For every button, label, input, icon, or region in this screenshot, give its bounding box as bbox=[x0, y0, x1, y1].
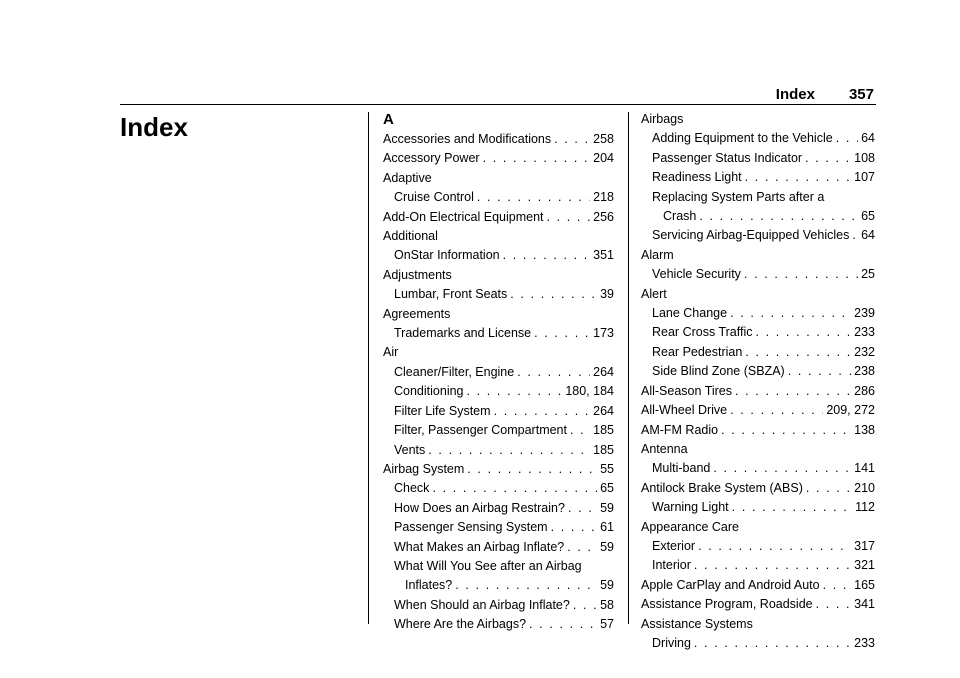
index-page-ref: 64 bbox=[861, 228, 875, 243]
index-subentry bbox=[383, 421, 614, 440]
running-header bbox=[776, 86, 874, 103]
index-entry-label: Vents bbox=[394, 442, 426, 457]
index-page-ref: 351 bbox=[593, 248, 614, 263]
index-page-ref: 239 bbox=[854, 306, 875, 321]
index-subentry bbox=[641, 343, 875, 362]
dot-leader bbox=[805, 149, 851, 168]
index-page-ref: 141 bbox=[854, 461, 875, 476]
index-entry-label: Rear Pedestrian bbox=[652, 344, 743, 359]
index-entry-label: Rear Cross Traffic bbox=[652, 325, 753, 340]
index-subentry bbox=[641, 188, 875, 207]
dot-leader bbox=[694, 556, 851, 575]
index-column-2 bbox=[641, 110, 875, 653]
index-page-ref: 232 bbox=[854, 344, 875, 359]
index-entry-label: Apple CarPlay and Android Auto bbox=[641, 577, 820, 592]
index-entry-label: Crash bbox=[663, 209, 697, 224]
index-subentry bbox=[641, 556, 875, 575]
index-page-ref: 58 bbox=[600, 597, 614, 612]
dot-leader bbox=[852, 226, 858, 245]
index-entry-label: Vehicle Security bbox=[652, 267, 741, 282]
dot-leader bbox=[547, 208, 591, 227]
index-page-ref: 55 bbox=[600, 461, 614, 476]
index-subentry bbox=[641, 634, 875, 653]
index-subentry bbox=[641, 149, 875, 168]
index-entry-label: Accessories and Modifications bbox=[383, 132, 552, 146]
index-entry-label: Inflates? bbox=[405, 578, 453, 593]
index-page-ref: 321 bbox=[854, 558, 875, 573]
index-subentry bbox=[641, 168, 875, 187]
index-entry-label: Passenger Status Indicator bbox=[652, 150, 803, 165]
index-page-ref: 238 bbox=[854, 364, 875, 379]
dot-leader bbox=[551, 518, 598, 537]
index-subentry bbox=[383, 441, 614, 460]
index-entry bbox=[383, 169, 614, 188]
index-entry-label: Airbag System bbox=[383, 461, 465, 476]
index-subentry bbox=[641, 323, 875, 342]
dot-leader bbox=[745, 168, 851, 187]
dot-leader bbox=[568, 499, 597, 518]
index-page-ref: 180, 184 bbox=[565, 384, 614, 399]
index-entry bbox=[383, 266, 614, 285]
index-subentry bbox=[641, 207, 875, 226]
dot-leader bbox=[699, 207, 858, 226]
index-entry bbox=[641, 440, 875, 459]
index-subentry bbox=[641, 498, 875, 517]
index-page-ref: 39 bbox=[600, 287, 614, 302]
index-entry bbox=[383, 208, 614, 227]
index-subentry bbox=[383, 285, 614, 304]
index-subentry bbox=[383, 596, 614, 615]
index-entry-label: Airbags bbox=[641, 112, 684, 126]
index-page-ref: 264 bbox=[593, 403, 614, 418]
index-page-ref: 64 bbox=[861, 131, 875, 146]
index-entry bbox=[383, 130, 614, 149]
index-entry bbox=[641, 401, 875, 420]
dot-leader bbox=[503, 246, 591, 265]
index-entry bbox=[641, 479, 875, 498]
dot-leader bbox=[823, 576, 852, 595]
index-page-ref: 59 bbox=[600, 578, 614, 593]
index-page-ref: 138 bbox=[854, 422, 875, 437]
dot-leader bbox=[467, 382, 563, 401]
dot-leader bbox=[428, 441, 590, 460]
index-entry-label: All-Wheel Drive bbox=[641, 403, 728, 418]
index-entry-label: Adding Equipment to the Vehicle bbox=[652, 131, 833, 146]
index-subentry bbox=[641, 304, 875, 323]
index-entry-label: Driving bbox=[652, 635, 691, 650]
index-page-ref: 65 bbox=[600, 481, 614, 496]
dot-leader bbox=[744, 265, 858, 284]
dot-leader bbox=[698, 537, 851, 556]
index-entry bbox=[641, 246, 875, 265]
index-entry-label: Antenna bbox=[641, 441, 688, 456]
index-entry bbox=[383, 227, 614, 246]
dot-leader bbox=[517, 363, 590, 382]
index-entry bbox=[641, 576, 875, 595]
dot-leader bbox=[483, 149, 591, 168]
index-entry-label: OnStar Information bbox=[394, 248, 500, 263]
index-page-ref: 341 bbox=[854, 597, 875, 612]
column-divider-1 bbox=[368, 112, 369, 624]
index-entry-label: Antilock Brake System (ABS) bbox=[641, 480, 803, 495]
index-entry bbox=[641, 595, 875, 614]
index-page-ref: 165 bbox=[854, 577, 875, 592]
dot-leader bbox=[570, 421, 590, 440]
index-subentry bbox=[383, 382, 614, 401]
index-page-ref: 173 bbox=[593, 326, 614, 341]
index-page-ref: 107 bbox=[854, 170, 875, 185]
dot-leader bbox=[836, 129, 858, 148]
index-entry bbox=[641, 615, 875, 634]
dot-leader bbox=[735, 382, 851, 401]
index-subentry bbox=[641, 226, 875, 245]
index-entry-label: Alert bbox=[641, 286, 667, 301]
dot-leader bbox=[694, 634, 851, 653]
index-entry bbox=[641, 382, 875, 401]
dot-leader bbox=[732, 498, 852, 517]
dot-leader bbox=[721, 421, 851, 440]
index-entry bbox=[383, 460, 614, 479]
index-page-ref: 317 bbox=[854, 538, 875, 553]
dot-leader bbox=[494, 402, 591, 421]
index-page-ref: 25 bbox=[861, 267, 875, 282]
dot-leader bbox=[477, 188, 590, 207]
index-entry-label: How Does an Airbag Restrain? bbox=[394, 500, 565, 515]
index-entry-label: Lumbar, Front Seats bbox=[394, 287, 508, 302]
index-subentry bbox=[383, 615, 614, 634]
index-entry-label: Servicing Airbag-Equipped Vehicles bbox=[652, 228, 850, 243]
index-entry-label: Readiness Light bbox=[652, 170, 742, 185]
dot-leader bbox=[554, 130, 590, 149]
header-section: Index bbox=[775, 86, 815, 103]
index-entry-label: Side Blind Zone (SBZA) bbox=[652, 364, 785, 379]
index-entry-label: Air bbox=[383, 345, 399, 360]
index-page-ref: 233 bbox=[854, 325, 875, 340]
index-page-ref: 59 bbox=[600, 539, 614, 554]
index-page-ref: 61 bbox=[600, 520, 614, 535]
index-entry-label: Adaptive bbox=[383, 170, 432, 185]
index-subentry bbox=[641, 537, 875, 556]
index-entry-label: What Will You See after an Airbag bbox=[394, 558, 582, 573]
dot-leader bbox=[788, 362, 851, 381]
index-entry-label: Alarm bbox=[641, 247, 674, 262]
index-column-1 bbox=[383, 110, 614, 635]
index-entry-label: Assistance Systems bbox=[641, 616, 753, 631]
index-page-ref: 256 bbox=[593, 209, 614, 224]
index-subentry bbox=[383, 402, 614, 421]
index-page-ref: 59 bbox=[600, 500, 614, 515]
dot-leader bbox=[573, 596, 597, 615]
dot-leader bbox=[745, 343, 851, 362]
index-subentry bbox=[383, 188, 614, 207]
index-entry-label: Conditioning bbox=[394, 384, 464, 399]
column-divider-2 bbox=[628, 112, 629, 624]
index-entry-label: Accessory Power bbox=[383, 151, 480, 166]
dot-leader bbox=[567, 538, 597, 557]
index-subentry bbox=[641, 362, 875, 381]
index-entry bbox=[383, 305, 614, 324]
dot-leader bbox=[730, 401, 823, 420]
index-page-ref: 264 bbox=[593, 364, 614, 379]
index-subentry bbox=[383, 363, 614, 382]
dot-leader bbox=[455, 576, 597, 595]
index-entry-label: Multi-band bbox=[652, 461, 711, 476]
index-entry-label: Adjustments bbox=[383, 267, 452, 282]
index-subentry bbox=[641, 129, 875, 148]
index-entry-label: Additional bbox=[383, 229, 438, 244]
dot-leader bbox=[756, 323, 852, 342]
dot-leader bbox=[467, 460, 597, 479]
index-page-ref: 112 bbox=[855, 500, 875, 515]
index-subentry bbox=[383, 324, 614, 343]
page-title: Index bbox=[120, 112, 188, 142]
index-page-ref: 57 bbox=[600, 617, 614, 632]
index-subentry bbox=[383, 557, 614, 576]
index-entry-label: Assistance Program, Roadside bbox=[641, 597, 813, 612]
index-page-ref: 258 bbox=[593, 132, 614, 146]
index-subentry bbox=[641, 459, 875, 478]
index-page-ref: 65 bbox=[861, 209, 875, 224]
index-entry-label: Filter Life System bbox=[394, 403, 491, 418]
index-entry bbox=[383, 149, 614, 168]
index-subentry bbox=[383, 499, 614, 518]
dot-leader bbox=[713, 459, 851, 478]
index-entry-label: Where Are the Airbags? bbox=[394, 617, 527, 632]
index-page-ref: 209, 272 bbox=[826, 403, 875, 418]
dot-leader bbox=[730, 304, 851, 323]
index-subentry bbox=[383, 518, 614, 537]
index-page-ref: 286 bbox=[854, 383, 875, 398]
index-page-ref: 185 bbox=[593, 442, 614, 457]
index-subentry bbox=[383, 576, 614, 595]
index-entry-label: Cruise Control bbox=[394, 190, 474, 205]
index-section-letter: A bbox=[383, 111, 394, 128]
index-entry-label: All-Season Tires bbox=[641, 383, 733, 398]
dot-leader bbox=[534, 324, 590, 343]
index-entry bbox=[641, 421, 875, 440]
index-entry-label: Warning Light bbox=[652, 500, 729, 515]
index-entry-label: Trademarks and License bbox=[394, 326, 532, 341]
index-entry bbox=[383, 343, 614, 362]
index-subentry bbox=[383, 246, 614, 265]
index-entry-label: Cleaner/Filter, Engine bbox=[394, 364, 515, 379]
index-entry-label: Interior bbox=[652, 558, 691, 573]
index-subentry bbox=[641, 265, 875, 284]
index-entry-label: Filter, Passenger Compartment bbox=[394, 423, 567, 438]
index-page-ref: 185 bbox=[593, 423, 614, 438]
dot-leader bbox=[432, 479, 597, 498]
header-rule bbox=[120, 104, 876, 105]
index-subentry bbox=[383, 538, 614, 557]
dot-leader bbox=[529, 615, 597, 634]
index-entry-label: Appearance Care bbox=[641, 519, 739, 534]
index-entry-label: Lane Change bbox=[652, 306, 728, 321]
index-entry-label: Check bbox=[394, 481, 430, 496]
index-page-ref: 233 bbox=[854, 635, 875, 650]
index-entry-label: Add-On Electrical Equipment bbox=[383, 209, 544, 224]
index-page-ref: 218 bbox=[593, 190, 614, 205]
index-entry-label: Agreements bbox=[383, 306, 451, 321]
dot-leader bbox=[806, 479, 851, 498]
index-page-ref: 108 bbox=[854, 150, 875, 165]
index-entry-label: Passenger Sensing System bbox=[394, 520, 548, 535]
index-page-ref: 204 bbox=[593, 151, 614, 166]
dot-leader bbox=[510, 285, 597, 304]
page-number: 357 bbox=[848, 86, 874, 103]
index-entry bbox=[641, 285, 875, 304]
index-subentry bbox=[383, 479, 614, 498]
index-page-ref: 210 bbox=[854, 480, 875, 495]
index-entry bbox=[641, 110, 875, 129]
index-entry bbox=[641, 518, 875, 537]
index-entry-label: Exterior bbox=[652, 538, 696, 553]
dot-leader bbox=[816, 595, 852, 614]
index-entry-label: What Makes an Airbag Inflate? bbox=[394, 539, 565, 554]
index-entry-label: AM-FM Radio bbox=[641, 422, 719, 437]
index-entry-label: When Should an Airbag Inflate? bbox=[394, 597, 570, 612]
index-entry-label: Replacing System Parts after a bbox=[652, 189, 825, 204]
